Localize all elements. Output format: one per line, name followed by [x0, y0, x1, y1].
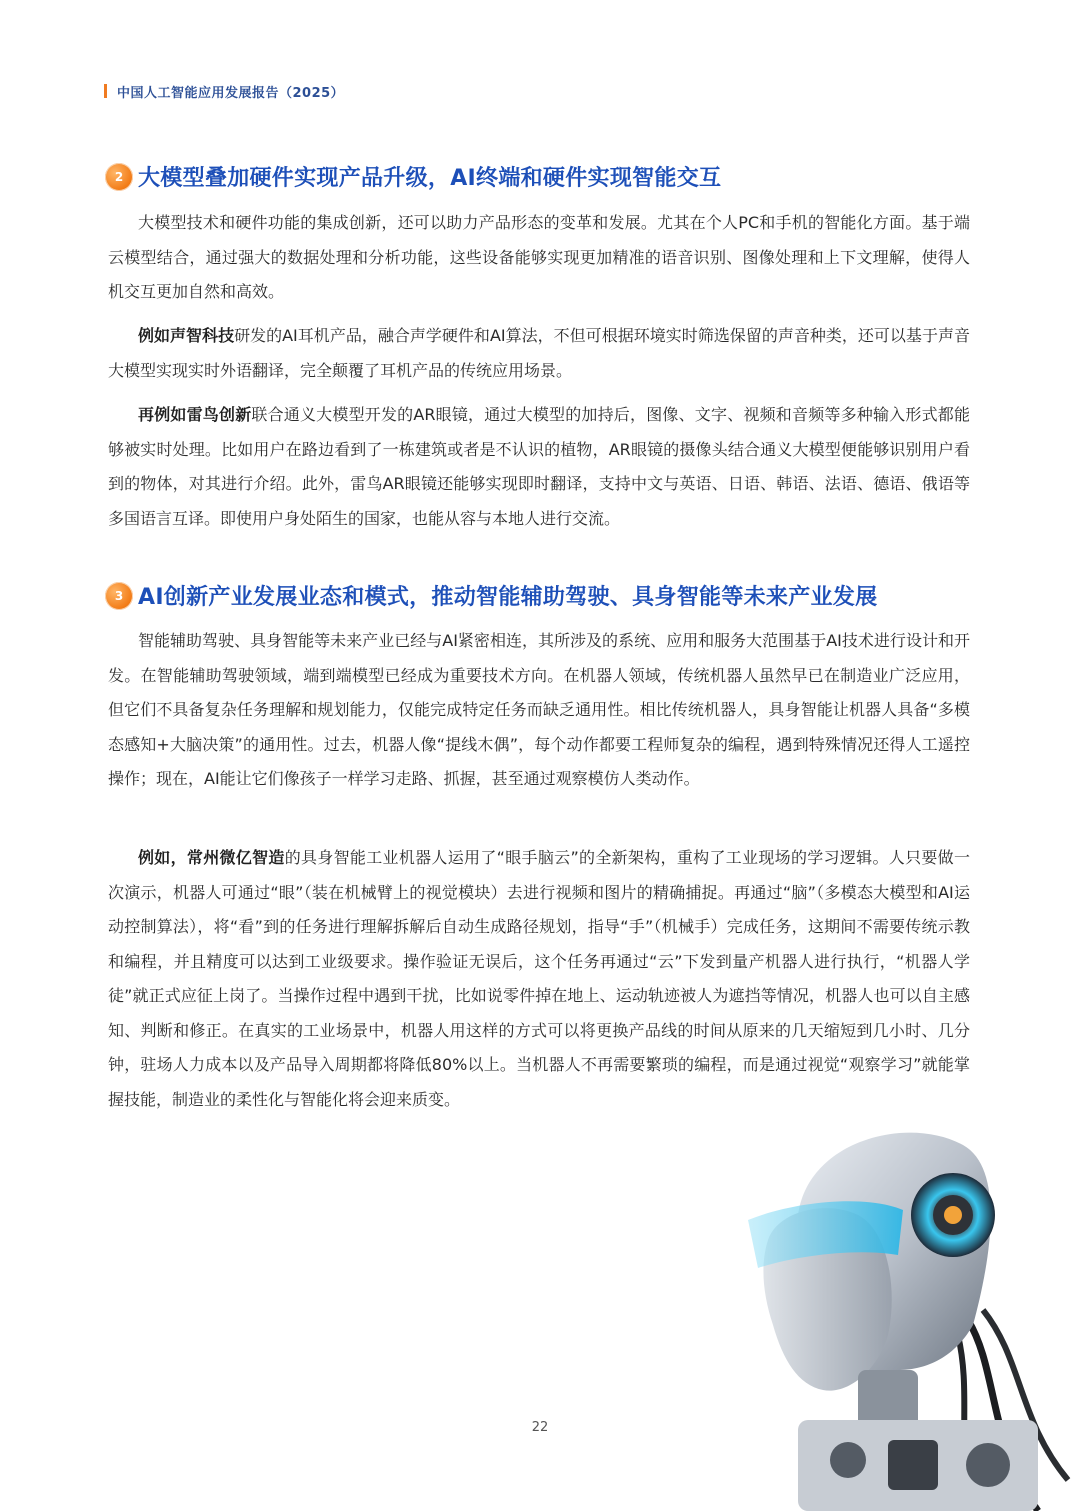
running-header — [104, 82, 344, 100]
section-3-paragraph-1: 智能辅助驾驶、具身智能等未来产业已经与AI紧密相连，其所涉及的系统、应用和服务大范围基于AI技术进行设计和开发。在智能辅助驾驶领域，端到端模型已经成为重要技术方向。在机器人领域，传统机器人虽然早已在制造业广泛应用，但它们不具备复杂任务理解和规划能力，仅能完成特定任务而缺乏通用性。相比传统机器人，具身智能让机器人具备“多模态感知+大脑决策”的通用性。过去，机器人像“提线木偶”，每个动作都要工程师复杂的编程，遇到特殊情况还得人工遥控操作；现在，AI能让它们像孩子一样学习走路、抓握，甚至通过观察模仿人类动作。 — [108, 631, 970, 788]
section-3-title: AI创新产业发展业态和模式，推动智能辅助驾驶、具身智能等未来产业发展 — [138, 585, 878, 610]
paragraph-lead: 例如，常州微亿智造 — [138, 848, 285, 867]
paragraph-lead: 再例如雷鸟创新 — [138, 405, 252, 424]
section-2-title: 大模型叠加硬件实现产品升级，AI终端和硬件实现智能交互 — [138, 166, 722, 191]
section-2-paragraph-3 — [108, 398, 970, 536]
report-title: 中国人工智能应用发展报告（2025） — [117, 85, 345, 101]
section-2-paragraph-2 — [108, 319, 970, 388]
robot-head-illustration — [738, 1120, 1080, 1511]
paragraph-body: 研发的AI耳机产品，融合声学硬件和AI算法，不但可根据环境实时筛选保留的声音种类，还可以基于声音大模型实现实时外语翻译，完全颠覆了耳机产品的传统应用场景。 — [108, 326, 970, 380]
section-number-badge: 2 — [105, 163, 133, 191]
paragraph-lead: 例如声智科技 — [138, 326, 235, 345]
header-accent-bar — [104, 84, 107, 98]
section-2-paragraph-1: 大模型技术和硬件功能的集成创新，还可以助力产品形态的变革和发展。尤其在个人PC和手机的智能化方面。基于端云模型结合，通过强大的数据处理和分析功能，这些设备能够实现更加精准的语音识别、图像处理和上下文理解，使得人机交互更加自然和高效。 — [108, 213, 970, 301]
paragraph-body: 的具身智能工业机器人运用了“眼手脑云”的全新架构，重构了工业现场的学习逻辑。人只要做一次演示，机器人可通过“眼”（装在机械臂上的视觉模块）去进行视频和图片的精确捕捉。再通过“脑”（多模态大模型和AI运动控制算法），将“看”到的任务进行理解拆解后自动生成路径规划，指导“手”（机械手）完成任务，这期间不需要传统示教和编程，并且精度可以达到工业级要求。操作验证无误后，这个任务再通过“云”下发到量产机器人进行执行，“机器人学徒”就正式应征上岗了。当操作过程中遇到干扰，比如说零件掉在地上、运动轨迹被人为遮挡等情况，机器人也可以自主感知、判断和修正。在真实的工业场景中，机器人用这样的方式可以将更换产品线的时间从原来的几天缩短到几小时、几分钟，驻场人力成本以及产品导入周期都将降低80%以上。当机器人不再需要繁琐的编程，而是通过视觉“观察学习”就能掌握技能，制造业的柔性化与智能化将会迎来质变。 — [108, 848, 970, 1109]
page-number: 22 — [531, 1420, 549, 1435]
section-3-heading — [105, 580, 877, 611]
section-3-paragraph-2 — [108, 841, 970, 1117]
section-number-badge: 3 — [105, 582, 133, 610]
paragraph-body: 联合通义大模型开发的AR眼镜，通过大模型的加持后，图像、文字、视频和音频等多种输入形式都能够被实时处理。比如用户在路边看到了一栋建筑或者是不认识的植物，AR眼镜的摄像头结合通义大模型便能够识别用户看到的物体，对其进行介绍。此外，雷鸟AR眼镜还能够实现即时翻译，支持中文与英语、日语、韩语、法语、德语、俄语等多国语言互译。即使用户身处陌生的国家，也能从容与本地人进行交流。 — [108, 405, 970, 528]
section-2-heading — [105, 161, 721, 192]
